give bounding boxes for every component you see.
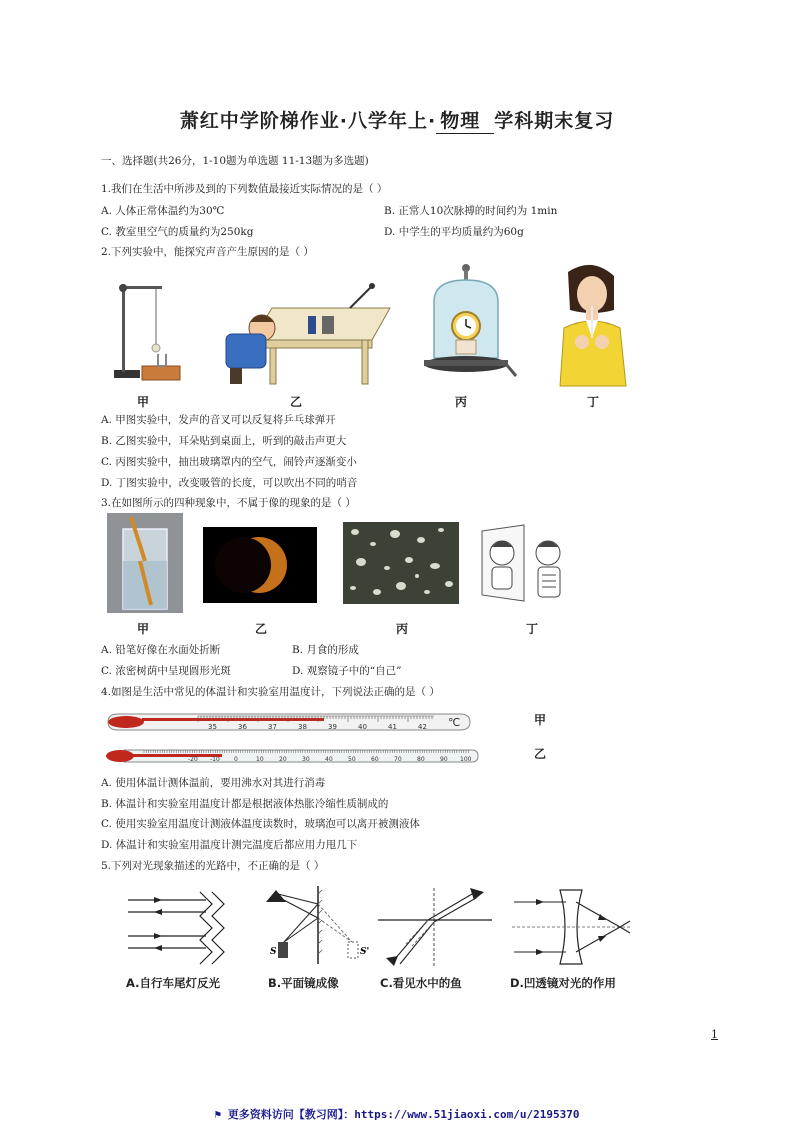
q5-fig-bike-reflector bbox=[124, 884, 248, 968]
q4-option-c: C. 使用实验室用温度计测液体温度读数时，玻璃泡可以离开被测液体 bbox=[101, 818, 420, 830]
q4-stem: 4.如图是生活中常见的体温计和实验室用温度计，下列说法正确的是（ ） bbox=[101, 686, 440, 698]
q4-t1-tick-label: 41 bbox=[388, 723, 397, 731]
q4-t2-tick-label: 20 bbox=[279, 756, 287, 763]
title-suffix: 学科期末复习 bbox=[494, 110, 615, 132]
q4-t1-tick-label: 39 bbox=[328, 723, 337, 731]
q4-label-yi: 乙 bbox=[534, 747, 547, 761]
q3-option-b: B. 月食的形成 bbox=[292, 644, 359, 656]
q3-fig-light-spots bbox=[343, 522, 459, 604]
q4-clinical-thermometer bbox=[104, 708, 474, 736]
q4-t2-tick-label: 70 bbox=[394, 756, 402, 763]
q3-fig-pencil-in-water bbox=[107, 513, 183, 613]
q1-option-a: A. 人体正常体温约为30℃ bbox=[101, 205, 225, 217]
q4-t2-tick-label: 90 bbox=[440, 756, 448, 763]
q4-t1-tick-label: 40 bbox=[358, 723, 367, 731]
q4-t2-tick-label: 80 bbox=[417, 756, 425, 763]
q2-label-yi: 乙 bbox=[290, 395, 303, 409]
q2-label-ding: 丁 bbox=[587, 395, 600, 409]
q5-fig-fish-in-water bbox=[376, 884, 494, 974]
q4-t2-tick-label: 10 bbox=[256, 756, 264, 763]
q4-t1-unit: ℃ bbox=[448, 716, 461, 729]
subject-blank: 物理 bbox=[436, 106, 494, 134]
q4-t2-tick-label: 50 bbox=[348, 756, 356, 763]
q5-fig-concave-lens bbox=[510, 884, 632, 970]
q2-option-d: D. 丁图实验中，改变吸管的长度，可以吹出不同的哨音 bbox=[101, 477, 358, 489]
q4-t2-tick-label: -20 bbox=[188, 756, 198, 763]
q1-option-c: C. 教室里空气的质量约为250kg bbox=[101, 226, 254, 238]
q2-label-bing: 丙 bbox=[455, 395, 468, 409]
flag-icon: ⚑ bbox=[214, 1108, 228, 1121]
q5-label-s: S bbox=[270, 947, 277, 957]
q2-stem: 2.下列实验中，能探究声音产生原因的是（ ） bbox=[101, 246, 314, 258]
title-prefix: 萧红中学阶梯作业·八学年上· bbox=[179, 110, 437, 132]
q4-t1-tick-label: 38 bbox=[298, 723, 307, 731]
q5-caption-b: B.平面镜成像 bbox=[268, 976, 339, 990]
q4-t2-tick-label: 40 bbox=[325, 756, 333, 763]
q4-option-a: A. 使用体温计测体温前，要用沸水对其进行消毒 bbox=[101, 777, 326, 789]
q2-label-jia: 甲 bbox=[137, 395, 150, 409]
footer-link[interactable]: 更多资料访问【教习网】：https://www.51jiaoxi.com/u/2195370 bbox=[227, 1108, 580, 1121]
q1-option-d: D. 中学生的平均质量约为60g bbox=[384, 226, 524, 238]
q3-label-yi: 乙 bbox=[255, 622, 268, 636]
q4-t2-tick-label: 30 bbox=[302, 756, 310, 763]
q3-stem: 3.在如图所示的四种现象中，不属于像的现象的是（ ） bbox=[101, 497, 356, 509]
q4-t2-tick-label: -10 bbox=[210, 756, 220, 763]
q5-stem: 5.下列对光现象描述的光路中，不正确的是（ ） bbox=[101, 860, 325, 872]
q5-caption-a: A.自行车尾灯反光 bbox=[126, 976, 220, 990]
q4-t2-tick-label: 0 bbox=[234, 756, 238, 763]
q5-caption-d: D.凹透镜对光的作用 bbox=[510, 976, 616, 990]
q3-fig-mirror-reflection bbox=[478, 523, 582, 605]
q2-fig-table-listening bbox=[212, 278, 392, 388]
q4-t1-tick-label: 42 bbox=[418, 723, 427, 731]
q4-t1-tick-label: 35 bbox=[208, 723, 217, 731]
q4-lab-thermometer bbox=[104, 744, 482, 766]
q1-option-b: B. 正常人10次脉搏的时间约为 1min bbox=[384, 205, 558, 217]
q3-fig-lunar-eclipse bbox=[203, 527, 317, 603]
q4-option-b: B. 体温计和实验室用温度计都是根据液体热胀冷缩性质制成的 bbox=[101, 798, 389, 810]
page-title bbox=[0, 106, 794, 134]
section-heading: 一、选择题(共26分，1-10题为单选题 11-13题为多选题) bbox=[101, 155, 369, 167]
footer bbox=[0, 1106, 794, 1122]
q5-caption-c: C.看见水中的鱼 bbox=[380, 976, 462, 990]
q3-label-ding: 丁 bbox=[526, 622, 539, 636]
q2-option-c: C. 丙图实验中，抽出玻璃罩内的空气，闹铃声逐渐变小 bbox=[101, 456, 357, 468]
q4-label-jia: 甲 bbox=[534, 713, 547, 727]
q4-t2-tick-label: 100 bbox=[460, 756, 472, 763]
q5-fig-plane-mirror bbox=[262, 884, 374, 970]
q3-label-bing: 丙 bbox=[396, 622, 409, 636]
q5-label-s-prime: S' bbox=[360, 947, 370, 957]
q3-option-a: A. 铅笔好像在水面处折断 bbox=[101, 644, 221, 656]
q4-t2-tick-label: 60 bbox=[371, 756, 379, 763]
page-number: 1 bbox=[711, 1028, 718, 1041]
q4-t1-tick-label: 37 bbox=[268, 723, 277, 731]
q3-label-jia: 甲 bbox=[137, 622, 150, 636]
q2-fig-bell-jar bbox=[418, 262, 518, 392]
q3-option-d: D. 观察镜子中的“自己” bbox=[292, 665, 402, 677]
q3-option-c: C. 浓密树荫中呈现圆形光斑 bbox=[101, 665, 231, 677]
q2-fig-girl-whistle bbox=[552, 262, 632, 386]
q4-option-d: D. 体温计和实验室用温度计测完温度后都应用力甩几下 bbox=[101, 839, 358, 851]
q2-fig-tuning-fork bbox=[108, 270, 188, 390]
q1-stem: 1.我们在生活中所涉及到的下列数值最接近实际情况的是（ ） bbox=[101, 183, 388, 195]
q2-option-a: A. 甲图实验中，发声的音叉可以反复将乒乓球弹开 bbox=[101, 414, 336, 426]
q4-t1-tick-label: 36 bbox=[238, 723, 247, 731]
q2-option-b: B. 乙图实验中，耳朵贴到桌面上，听到的敲击声更大 bbox=[101, 435, 347, 447]
